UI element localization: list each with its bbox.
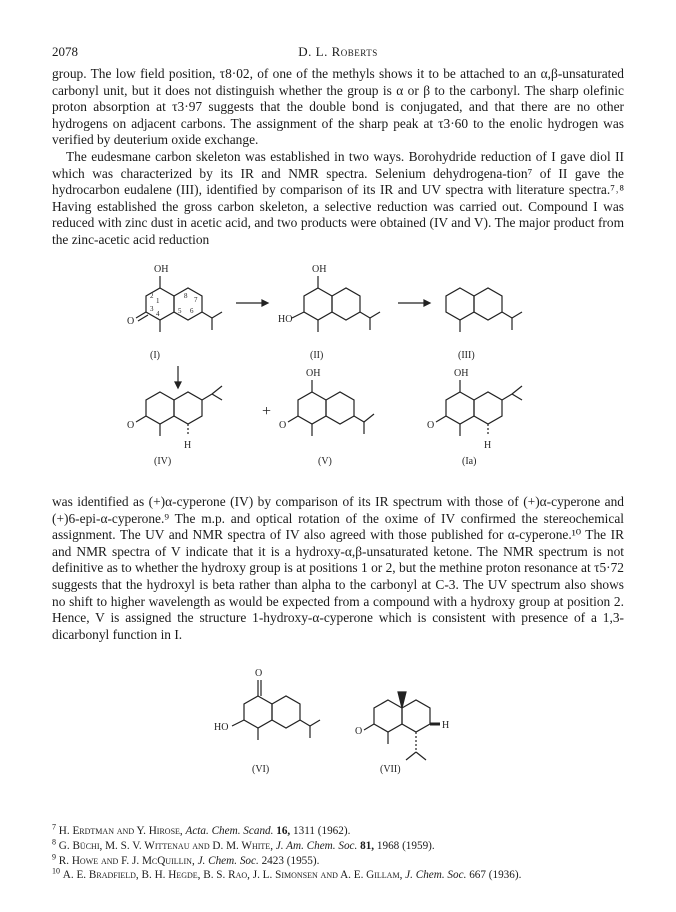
- scheme-1-drawing: [0, 258, 676, 494]
- locant-6: 6: [190, 307, 194, 315]
- running-head: D. L. Roberts: [298, 44, 378, 59]
- compound-label-Ia: (Ia): [462, 456, 477, 467]
- atom-label-OH: OH: [312, 264, 327, 275]
- atom-label-H: H: [184, 440, 192, 451]
- footnote-journal: Acta. Chem. Scand.: [185, 825, 274, 837]
- text-line: with those published for α-cyperone.¹⁰ The IR and NMR spectra of V indicate that it is a: [52, 527, 624, 559]
- footnote-volume: 16,: [276, 825, 291, 837]
- text-line: carbonyl. The sharp olefinic proton absorption at τ3·97 suggests that the double bond is: [52, 82, 624, 115]
- text-line: α,β-unsaturated carbonyl unit, but it does not distinguish whether the group is α or β to the: [52, 66, 624, 98]
- structure-V: [288, 380, 374, 436]
- atom-label-O: O: [427, 420, 435, 431]
- text-line: group. The low field position, τ8·02, of one of the methyls shows it to be attached to an: [52, 66, 537, 81]
- text-line: tion⁷ of II gave the hydrocarbon eudalene (III), identified by comparison of its IR and UV: [52, 165, 624, 198]
- footnote-pages: 667 (1936).: [469, 869, 522, 882]
- compound-label-II: (II): [310, 350, 324, 361]
- locant-1: 1: [156, 297, 160, 305]
- footnote-authors: A. E. Bradfield, B. H. Hegde, B. S. Rao, J. L. Simonsen and A. E. Gillam,: [62, 869, 403, 882]
- compound-label-VI: (VI): [252, 764, 270, 775]
- text-line: group at position 2. Hence, V is assigned the structure 1-hydroxy-α-cyperone which is: [52, 593, 624, 626]
- atom-label-O: O: [279, 420, 287, 431]
- text-line: The eudesmane carbon skeleton was established in two ways. Borohydride reduction of: [66, 148, 547, 164]
- locant-8: 8: [184, 292, 188, 300]
- atom-label-O: O: [127, 420, 135, 431]
- footnote-authors: H. Erdtman and Y. Hirose,: [58, 825, 183, 837]
- plus-sign: +: [262, 403, 272, 420]
- text-line: was identified as (+)α-cyperone (IV) by comparison of its IR spectrum with those of: [52, 494, 519, 509]
- footnote-7: [52, 824, 632, 839]
- atom-label-H: H: [442, 720, 450, 731]
- footnote-number: 9: [52, 851, 56, 861]
- footnote-journal: J. Chem. Soc.: [405, 869, 467, 882]
- footnote-volume: 81,: [360, 839, 375, 852]
- structure-VII: [364, 700, 440, 760]
- text-line: hydroxy group is at positions 1 or 2, but the methine proton resonance at τ5·72 suggests: [52, 560, 624, 592]
- structure-I: [136, 276, 222, 332]
- paragraph-2: [52, 494, 624, 643]
- text-line: hydroxy-α,β-unsaturated ketone. The NMR spectrum is not definitive as to whether the: [52, 543, 624, 576]
- footnotes: [52, 824, 632, 883]
- atom-label-OH: OH: [306, 368, 321, 379]
- structure-VI: [232, 680, 320, 740]
- text-line: IV confirmed the stereochemical assignment. The UV and NMR spectra of IV also agreed: [52, 510, 624, 543]
- structure-II: [292, 276, 380, 332]
- footnote-8: [52, 839, 632, 854]
- locant-7: 7: [194, 296, 198, 304]
- atom-label-O: O: [255, 668, 263, 679]
- footnote-number: 10: [52, 866, 60, 876]
- atom-label-OH: OH: [454, 368, 469, 379]
- text-line: spectra with literature spectra.⁷˒⁸ Having established the gross carbon skeleton, a selective: [52, 182, 624, 214]
- text-line: shows no shift to higher wavelength as would be expected from a compound with a hydroxy: [52, 576, 624, 609]
- locant-5: 5: [178, 307, 182, 315]
- page-number: 2078: [52, 44, 78, 59]
- footnote-journal: J. Chem. Soc.: [197, 854, 259, 867]
- footnote-10: [52, 868, 632, 883]
- compound-label-III: (III): [458, 350, 475, 361]
- text-line: reduction was carried out. Compound I was reduced with zinc dust in acetic acid, and two: [52, 198, 624, 231]
- structure-III: [446, 288, 522, 332]
- footnote-number: 7: [52, 822, 56, 832]
- footnote-authors: R. Howe and F. J. McQuillin,: [58, 854, 195, 867]
- text-line: conjugated, and that there are no other hydrogens on adjacent carbons. The assignment of: [52, 99, 624, 131]
- text-line: (+)α-cyperone and (+)6-epi-α-cyperone.⁹ The m.p. and optical rotation of the oxime of: [52, 494, 624, 526]
- compound-label-I: (I): [150, 350, 160, 361]
- atom-label-O: O: [127, 316, 135, 327]
- text-line: I gave diol II which was characterized by its IR and NMR spectra. Selenium dehydrogena-: [52, 148, 624, 181]
- structure-Ia: [436, 380, 522, 436]
- text-line: the sharp peak at τ3·60 to the enolic hydrogen was verified by deuterium oxide exchange.: [52, 115, 624, 148]
- reaction-scheme-2: [0, 666, 676, 790]
- page-header: [52, 44, 624, 62]
- atom-label-H: H: [484, 440, 492, 451]
- structure-IV: [136, 386, 222, 436]
- text-line: that the hydroxyl is beta rather than alpha to the carbonyl at C-3. The UV spectrum also: [101, 576, 587, 592]
- paragraph-1: [52, 66, 624, 249]
- compound-label-V: (V): [318, 456, 332, 467]
- footnote-authors: G. Büchi, M. S. V. Wittenau and D. M. White,: [58, 839, 273, 852]
- atom-label-OH: OH: [154, 264, 169, 275]
- footnote-pages: 1968 (1959).: [376, 839, 435, 852]
- footnote-number: 8: [52, 837, 56, 847]
- footnote-journal: J. Am. Chem. Soc.: [275, 839, 358, 852]
- footnote-9: [52, 851, 632, 869]
- locant-2: 2: [150, 292, 154, 300]
- locant-3: 3: [150, 305, 154, 313]
- atom-label-HO: HO: [278, 314, 293, 325]
- text-line: products were obtained (IV and V). The major product from the zinc-acetic acid reduction: [52, 215, 624, 247]
- footnote-pages: 1311 (1962).: [293, 825, 351, 837]
- compound-label-VII: (VII): [380, 764, 401, 775]
- atom-label-O: O: [355, 726, 363, 737]
- scheme-2-drawing: [0, 666, 676, 790]
- locant-4: 4: [156, 310, 160, 318]
- compound-label-IV: (IV): [154, 456, 172, 467]
- atom-label-HO: HO: [214, 722, 229, 733]
- reaction-scheme-1: [0, 258, 676, 494]
- text-line: consistent with presence of a 1,3-dicarbonyl function in I.: [52, 610, 625, 642]
- footnote-pages: 2423 (1955).: [261, 854, 320, 867]
